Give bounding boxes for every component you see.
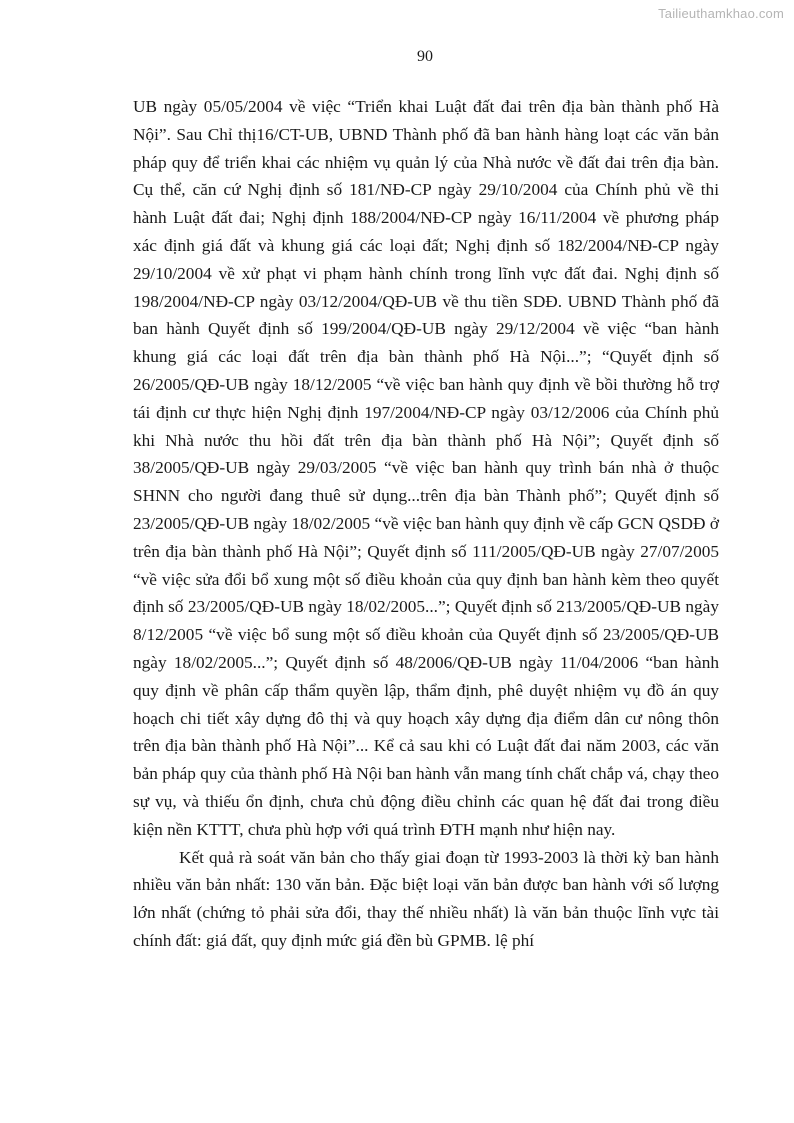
paragraph-1: UB ngày 05/05/2004 về việc “Triển khai Luật đất đai trên địa bàn thành phố Hà Nội”. Sau Chỉ thị16/CT-UB, UBND Thành phố đã ban hành hàng loạt các văn bản pháp quy để triển khai các nhiệm vụ quản lý của Nhà nước về đất đai trên địa bàn. Cụ thể, căn cứ Nghị định số 181/NĐ-CP ngày 29/10/2004 của Chính phủ về thi hành Luật đất đai; Nghị định 188/2004/NĐ-CP ngày 16/11/2004 về phương pháp xác định giá đất và khung giá các loại đất; Nghị định số 182/2004/NĐ-CP ngày 29/10/2004 về xử phạt vi phạm hành chính trong lĩnh vực đất đai. Nghị định số 198/2004/NĐ-CP ngày 03/12/2004/QĐ-UB về thu tiền SDĐ. UBND Thành phố đã ban hành Quyết định số 199/2004/QĐ-UB ngày 29/12/2004 về việc “ban hành khung giá các loại đất trên địa bàn thành phố Hà Nội...”; “Quyết định số 26/2005/QĐ-UB ngày 18/12/2005 “về việc ban hành quy định về bồi thường hỗ trợ tái định cư thực hiện Nghị định 197/2004/NĐ-CP ngày 03/12/2006 của Chính phủ khi Nhà nước thu hồi đất trên địa bàn thành phố Hà Nội”; Quyết định số 38/2005/QĐ-UB ngày 29/03/2005 “về việc ban hành quy trình bán nhà ở thuộc SHNN cho người đang thuê sử dụng...trên địa bàn Thành phố”; Quyết định số 23/2005/QĐ-UB ngày 18/02/2005 “về việc ban hành quy định về cấp GCN QSDĐ ở trên địa bàn thành phố Hà Nội”; Quyết định số 111/2005/QĐ-UB ngày 27/07/2005 “về việc sửa đổi bổ xung một số điều khoản của quy định ban hành kèm theo quyết định số 23/2005/QĐ-UB ngày 18/02/2005...”; Quyết định số 213/2005/QĐ-UB ngày 8/12/2005 “về việc bổ sung một số điều khoản của Quyết định số 23/2005/QĐ-UB ngày 18/02/2005...”; Quyết định số 48/2006/QĐ-UB ngày 11/04/2006 “ban hành quy định về phân cấp thẩm quyền lập, thẩm định, phê duyệt nhiệm vụ đồ án quy hoạch chi tiết xây dựng đô thị và quy hoạch xây dựng địa điểm dân cư nông thôn trên địa bàn thành phố Hà Nội”... Kể cả sau khi có Luật đất đai năm 2003, các văn bản pháp quy của thành phố Hà Nội ban hành vẫn mang tính chất chắp vá, chạy theo sự vụ, và thiếu ổn định, chưa chủ động điều chỉnh các quan hệ đất đai trong điều kiện nền KTTT, chưa phù hợp với quá trình ĐTH mạnh như hiện nay. (133, 97, 719, 839)
page-number: 90 (417, 48, 433, 65)
paragraph-2: Kết quả rà soát văn bản cho thấy giai đoạn từ 1993-2003 là thời kỳ ban hành nhiều văn bản nhất: 130 văn bản. Đặc biệt loại văn bản được ban hành với số lượng lớn nhất (chứng tỏ phải sửa đổi, thay thế nhiều nhất) là văn bản thuộc lĩnh vực tài chính đất: giá đất, quy định mức giá đền bù GPMB. lệ phí (133, 847, 719, 950)
document-body (133, 93, 719, 955)
watermark: Tailieuthamkhao.com (658, 6, 784, 21)
